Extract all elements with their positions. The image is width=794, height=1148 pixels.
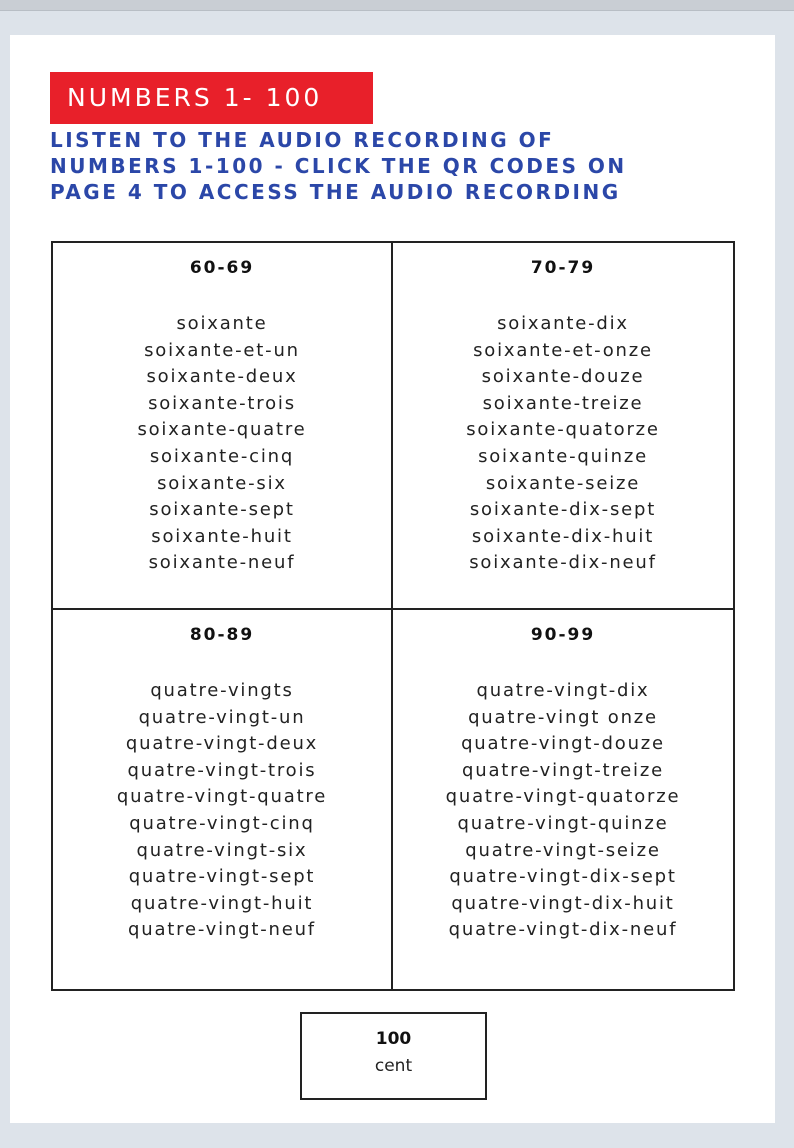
number-word: quatre-vingt-quinze: [457, 812, 669, 834]
number-word: soixante-sept: [149, 499, 295, 521]
number-word: soixante-treize: [482, 392, 644, 414]
number-word: quatre-vingt-cinq: [129, 812, 315, 834]
number-word: quatre-vingt onze: [468, 706, 658, 728]
hundred-box: [300, 1012, 487, 1100]
section-header: 60-69: [189, 258, 255, 278]
number-word: quatre-vingt-douze: [461, 733, 665, 755]
section-80-89: [53, 610, 393, 989]
subtitle-instructions: [50, 127, 750, 205]
number-word: quatre-vingt-quatre: [116, 786, 328, 808]
number-word: soixante-quatorze: [466, 419, 660, 441]
number-word: soixante-et-un: [144, 339, 300, 361]
number-word: soixante-quatre: [137, 419, 307, 441]
word-list: [393, 678, 733, 944]
hundred-number: 100: [375, 1029, 412, 1049]
number-word: quatre-vingt-six: [136, 839, 308, 861]
subtitle-line: NUMBERS 1-100 - CLICK THE QR CODES ON: [50, 154, 627, 178]
title-banner: NUMBERS 1- 100: [50, 72, 373, 124]
number-word: quatre-vingt-dix-huit: [451, 892, 675, 914]
number-word: quatre-vingt-treize: [462, 759, 664, 781]
number-word: soixante-dix-sept: [469, 499, 657, 521]
viewer-top-strip: [0, 0, 794, 11]
number-word: soixante-quinze: [478, 445, 648, 467]
number-word: quatre-vingt-un: [138, 706, 306, 728]
numbers-grid: [51, 241, 735, 991]
section-90-99: [393, 610, 733, 989]
number-word: quatre-vingts: [150, 680, 294, 701]
number-word: quatre-vingt-neuf: [128, 919, 316, 941]
number-word: quatre-vingt-dix-sept: [449, 866, 677, 888]
word-list: [53, 311, 391, 577]
section-header: 90-99: [530, 625, 596, 645]
section-header: 80-89: [189, 625, 255, 645]
section-60-69: [53, 243, 393, 610]
number-word: soixante-deux: [146, 366, 298, 388]
number-word: soixante-dix: [497, 313, 629, 334]
number-word: quatre-vingt-dix-neuf: [448, 919, 678, 941]
number-word: soixante-douze: [481, 366, 645, 388]
section-header: 70-79: [530, 258, 596, 278]
number-word: soixante-dix-neuf: [469, 552, 657, 574]
number-word: soixante-huit: [151, 525, 293, 547]
number-word: soixante-cinq: [149, 445, 295, 467]
number-word: soixante-seize: [485, 472, 641, 494]
number-word: soixante-trois: [148, 392, 296, 414]
number-word: soixante-neuf: [148, 552, 296, 574]
number-word: soixante: [176, 313, 268, 334]
hundred-word: cent: [374, 1056, 413, 1076]
word-list: [393, 311, 733, 577]
number-word: quatre-vingt-seize: [465, 839, 661, 861]
number-word: quatre-vingt-deux: [125, 733, 319, 755]
number-word: quatre-vingt-quatorze: [445, 786, 681, 808]
number-word: soixante-et-onze: [473, 339, 653, 361]
number-word: soixante-six: [157, 472, 287, 494]
number-word: quatre-vingt-huit: [130, 892, 314, 914]
number-word: quatre-vingt-sept: [128, 866, 316, 888]
number-word: quatre-vingt-trois: [127, 759, 317, 781]
document-page: [10, 35, 775, 1123]
subtitle-line: PAGE 4 TO ACCESS THE AUDIO RECORDING: [50, 180, 621, 204]
subtitle-line: LISTEN TO THE AUDIO RECORDING OF: [50, 128, 555, 152]
number-word: quatre-vingt-dix: [476, 680, 650, 701]
section-70-79: [393, 243, 733, 610]
number-word: soixante-dix-huit: [471, 525, 655, 547]
word-list: [53, 678, 391, 944]
